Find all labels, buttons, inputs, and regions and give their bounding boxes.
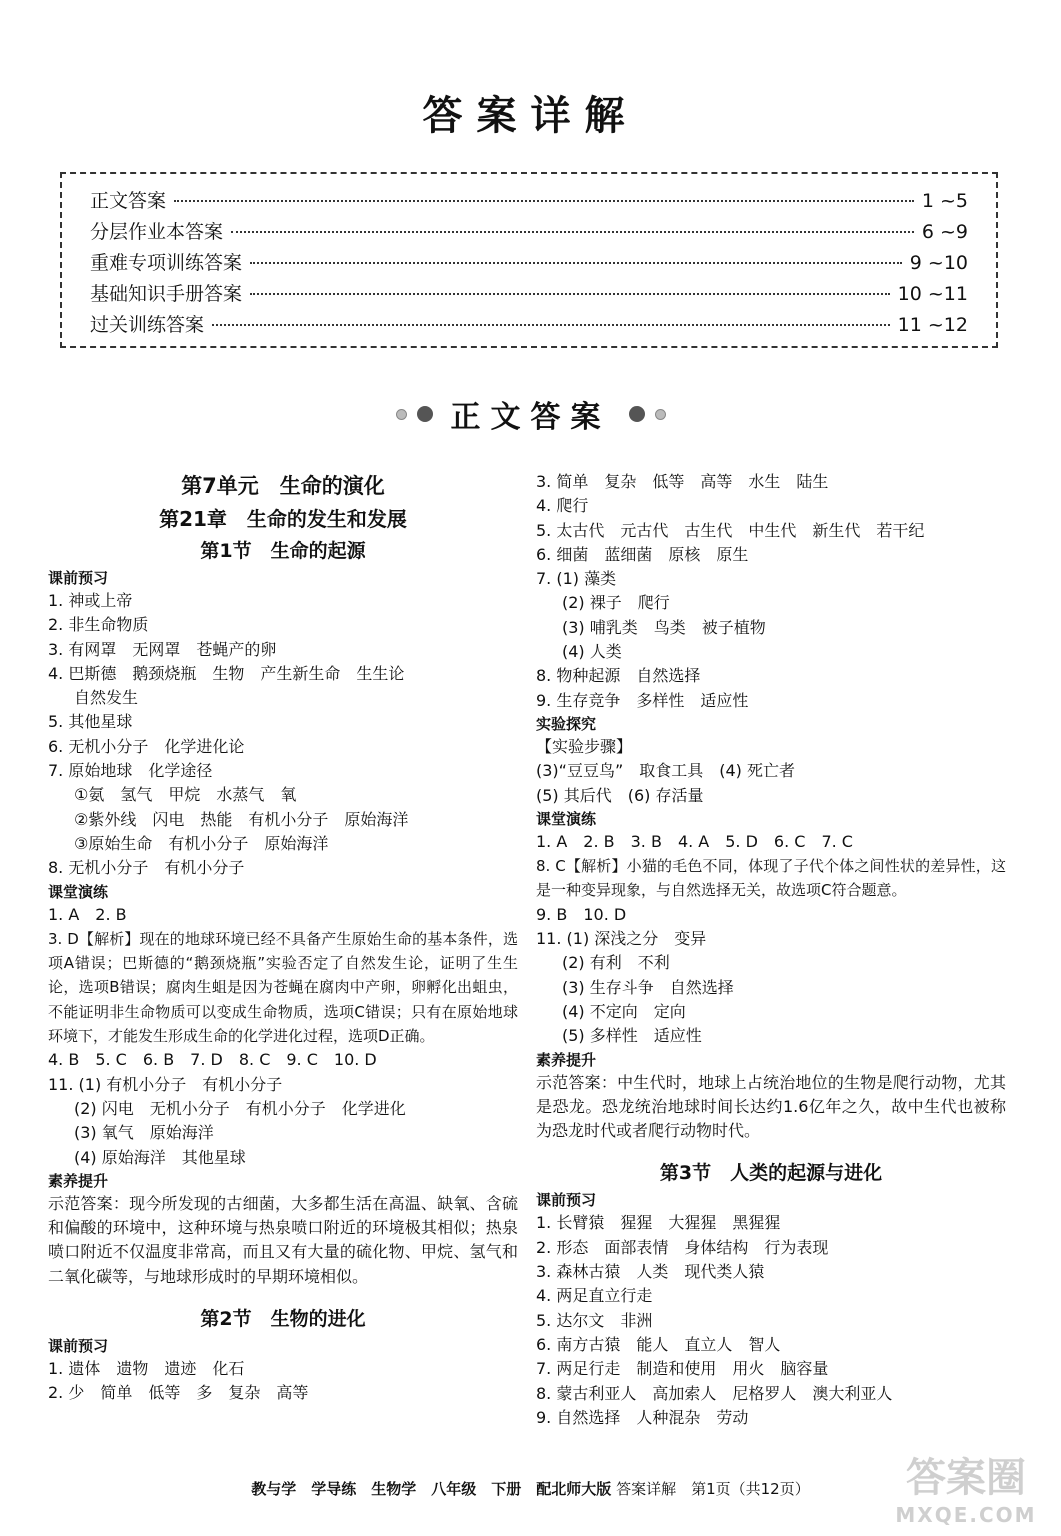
page-title: 答案详解	[422, 93, 639, 139]
answer-line: ③原始生命 有机小分子 原始海洋	[74, 833, 329, 853]
tag-classwork: 课堂演练	[48, 882, 109, 901]
answer-line: 7. 两足行走 制造和使用 用火 脑容量	[536, 1359, 829, 1379]
answer-line: 1. A 2. B	[48, 904, 127, 924]
table-of-contents	[60, 172, 998, 348]
answer-line: 9. B 10. D	[536, 904, 627, 924]
answer-line: 2. 形态 面部表情 身体结构 行为表现	[536, 1237, 829, 1257]
unit-title: 第7单元 生命的演化	[181, 474, 385, 498]
toc-row[interactable]	[90, 248, 968, 279]
toc-pages: 1 ~5	[921, 190, 968, 212]
answer-line: (5) 其后代 (6) 存活量	[536, 785, 704, 805]
section-title: 正文答案	[450, 400, 611, 435]
answer-line: (2) 裸子 爬行	[562, 593, 670, 613]
toc-row[interactable]	[90, 310, 968, 341]
toc-leader	[250, 293, 890, 295]
answer-line: (3) 生存斗争 自然选择	[562, 977, 734, 997]
answer-line: 5. 达尔文 非洲	[536, 1310, 653, 1330]
answer-line: 3. 简单 复杂 低等 高等 水生 陆生	[536, 472, 829, 491]
answer-line: 1. A 2. B 3. B 4. A 5. D 6. C 7. C	[536, 831, 853, 851]
section3-title: 第3节 人类的起源与进化	[659, 1162, 883, 1185]
sample-answer: 示范答案：中生代时，地球上占统治地位的生物是爬行动物，尤其是恐龙。恐龙统治地球时间长达约1.6亿年之久，故中生代也被称为恐龙时代或者爬行动物时代。	[536, 1072, 1006, 1141]
answer-line: 4. 爬行	[536, 496, 589, 516]
answer-line: 4. 两足直立行走	[536, 1286, 653, 1306]
answer-line: 3. 有网罩 无网罩 苍蝇产的卵	[48, 639, 277, 659]
answer-explanation: 3. D【解析】现在的地球环境已经不具备产生原始生命的基本条件，选项A错误；巴斯德的“鹅颈烧瓶”实验否定了自然发生论，证明了生生论，选项B错误；腐肉生蛆是因为苍蝇在腐肉中产卵，卵孵化出蛆虫，不能证明非生命物质可以变成生命物质，选项C错误；只有在原始地球环境下，才能发生形成生命的化学进化过程，选项D正确。	[48, 929, 518, 1046]
answer-line: 1. 遗体 遗物 遗迹 化石	[48, 1359, 245, 1379]
answer-line: 11. (1) 有机小分子 有机小分子	[48, 1074, 283, 1094]
answer-line: 9. 自然选择 人种混杂 劳动	[536, 1407, 749, 1427]
toc-pages: 10 ~11	[897, 283, 968, 305]
answer-line: ②紫外线 闪电 热能 有机小分子 原始海洋	[74, 809, 409, 829]
answer-line: 8. 无机小分子 有机小分子	[48, 858, 245, 878]
answer-explanation: 8. C【解析】小猫的毛色不同，体现了子代个体之间性状的差异性，这是一种变异现象，与自然选择无关，故选项C符合题意。	[536, 857, 1006, 900]
toc-leader	[174, 200, 914, 202]
chapter-title: 第21章 生命的发生和发展	[159, 507, 407, 531]
tag-preview: 课前预习	[48, 1337, 109, 1356]
toc-label: 基础知识手册答案	[90, 283, 243, 305]
dot-decoration-icon	[396, 409, 407, 420]
dot-decoration-icon	[655, 409, 666, 420]
answer-line: 1. 神或上帝	[48, 591, 133, 610]
answer-line: 3. 森林古猿 人类 现代类人猿	[536, 1262, 765, 1282]
footer-brand: 教与学 学导练 生物学 八年级 下册 配北师大版	[251, 1480, 612, 1498]
answer-line: 【实验步骤】	[536, 736, 633, 756]
toc-pages: 11 ~12	[897, 314, 968, 336]
sample-answer: 示范答案：现今所发现的古细菌，大多都生活在高温、缺氧、含硫和偏酸的环境中，这种环境与热泉喷口附近的环境极其相似；热泉喷口附近不仅温度非常高，而且又有大量的硫化物、甲烷、氢气和二氧化碳等，与地球形成时的早期环境相似。	[48, 1193, 518, 1286]
answer-line: 6. 南方古猿 能人 直立人 智人	[536, 1334, 781, 1354]
tag-preview: 课前预习	[536, 1191, 597, 1210]
tag-literacy: 素养提升	[48, 1171, 109, 1190]
answer-line: 2. 少 简单 低等 多 复杂 高等	[48, 1383, 309, 1403]
answer-line: (4) 原始海洋 其他星球	[74, 1147, 246, 1167]
right-column	[536, 470, 1006, 1430]
section2-title: 第2节 生物的进化	[200, 1308, 366, 1331]
toc-label: 重难专项训练答案	[90, 252, 243, 274]
answer-line: 5. 其他星球	[48, 712, 133, 732]
toc-row[interactable]	[90, 217, 968, 248]
answer-line: 9. 生存竞争 多样性 适应性	[536, 690, 749, 710]
dot-decoration-icon	[417, 406, 433, 422]
answer-line: 8. 物种起源 自然选择	[536, 666, 701, 686]
toc-pages: 9 ~10	[909, 252, 968, 274]
section-banner	[0, 392, 1061, 436]
answer-line: 6. 无机小分子 化学进化论	[48, 736, 245, 756]
watermark-logo	[891, 1446, 1041, 1526]
answer-line: (4) 不定向 定向	[562, 1001, 686, 1021]
dot-decoration-icon	[629, 406, 645, 422]
watermark-url: MXQE.COM	[895, 1503, 1037, 1527]
answer-line: (2) 有利 不利	[562, 953, 670, 973]
toc-row[interactable]	[90, 186, 968, 217]
answer-line: 4. B 5. C 6. B 7. D 8. C 9. C 10. D	[48, 1050, 377, 1070]
toc-row[interactable]	[90, 279, 968, 310]
answer-line: 6. 细菌 蓝细菌 原核 原生	[536, 544, 749, 564]
answer-line: 7. 原始地球 化学途径	[48, 761, 213, 781]
toc-pages: 6 ~9	[921, 221, 968, 243]
answer-line: 2. 非生命物质	[48, 615, 149, 635]
watermark-text: 答案圈	[906, 1455, 1026, 1501]
tag-literacy: 素养提升	[536, 1050, 597, 1069]
answer-line: (3) 哺乳类 鸟类 被子植物	[562, 617, 766, 637]
answer-line: (3)“豆豆鸟” 取食工具 (4) 死亡者	[536, 761, 795, 781]
toc-label: 过关训练答案	[90, 314, 205, 336]
answer-line: 1. 长臂猿 猩猩 大猩猩 黑猩猩	[536, 1213, 781, 1233]
toc-leader	[231, 231, 914, 233]
toc-label: 正文答案	[90, 190, 167, 212]
tag-classwork: 课堂演练	[536, 809, 597, 828]
toc-label: 分层作业本答案	[90, 221, 224, 243]
answer-line: (4) 人类	[562, 642, 622, 662]
tag-preview: 课前预习	[48, 569, 109, 587]
answer-line: 7. (1) 藻类	[536, 569, 617, 589]
answer-line: 自然发生	[74, 688, 139, 708]
tag-experiment: 实验探究	[536, 714, 597, 733]
answer-line: (3) 氧气 原始海洋	[74, 1123, 214, 1143]
answer-line: 11. (1) 深浅之分 变异	[536, 929, 707, 949]
answer-line: ①氨 氢气 甲烷 水蒸气 氧	[74, 785, 297, 805]
left-column	[48, 470, 518, 1406]
answer-line: 5. 太古代 元古代 古生代 中生代 新生代 若干纪	[536, 520, 925, 540]
footer-page-info: 答案详解 第1页（共12页）	[616, 1480, 810, 1498]
answer-line: (5) 多样性 适应性	[562, 1026, 702, 1046]
answer-line: 8. 蒙古利亚人 高加索人 尼格罗人 澳大利亚人	[536, 1383, 893, 1403]
answer-line: 4. 巴斯德 鹅颈烧瓶 生物 产生新生命 生生论	[48, 663, 405, 683]
toc-leader	[250, 262, 902, 264]
toc-leader	[212, 324, 890, 326]
answer-line: (2) 闪电 无机小分子 有机小分子 化学进化	[74, 1098, 406, 1118]
section1-title: 第1节 生命的起源	[200, 540, 366, 562]
